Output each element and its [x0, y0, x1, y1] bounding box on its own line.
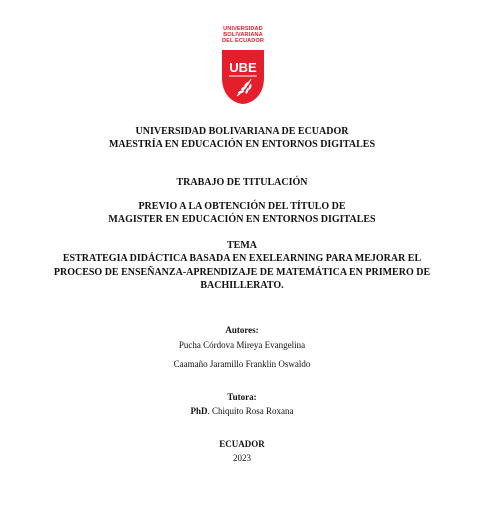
logo-mark: UBE — [229, 60, 257, 75]
authors-label: Autores: — [225, 325, 259, 335]
topic-line-2: PROCESO DE ENSEÑANZA-APRENDIZAJE DE MATEMÁTICA EN PRIMERO DE — [53, 267, 431, 278]
author-1: Pucha Córdova Mireya Evangelina — [178, 340, 306, 350]
tutor-title: PhD — [190, 406, 208, 416]
ube-shield-icon — [220, 48, 266, 106]
degree-line-2: MAGISTER EN EDUCACIÓN EN ENTORNOS DIGITALES — [108, 214, 376, 225]
year: 2023 — [233, 453, 251, 463]
logo-text-line-3: DEL ECUADOR — [221, 38, 265, 44]
tutor-name: . Chiquito Rosa Roxana — [207, 406, 294, 416]
work-type: TRABAJO DE TITULACIÓN — [176, 177, 308, 188]
topic-label: TEMA — [227, 240, 257, 251]
author-2: Caamaño Jaramillo Franklin Oswaldo — [173, 359, 311, 369]
tutor-line — [0, 405, 484, 417]
university-name: UNIVERSIDAD BOLIVARIANA DE ECUADOR — [135, 126, 349, 137]
country: ECUADOR — [219, 439, 265, 449]
logo-text-line-1: UNIVERSIDAD — [223, 26, 263, 32]
topic-line-1: ESTRATEGIA DIDÁCTICA BASADA EN EXELEARNING PARA MEJORAR EL — [62, 253, 422, 264]
program-name: MAESTRÍA EN EDUCACIÓN EN ENTORNOS DIGITALES — [108, 139, 376, 150]
topic-line-3: BACHILLERATO. — [200, 280, 284, 291]
logo-text-line-2: BOLIVARIANA — [223, 32, 263, 38]
degree-line-1: PREVIO A LA OBTENCIÓN DEL TÍTULO DE — [138, 201, 346, 212]
university-logo — [212, 26, 274, 108]
tutor-label: Tutora: — [227, 392, 257, 402]
